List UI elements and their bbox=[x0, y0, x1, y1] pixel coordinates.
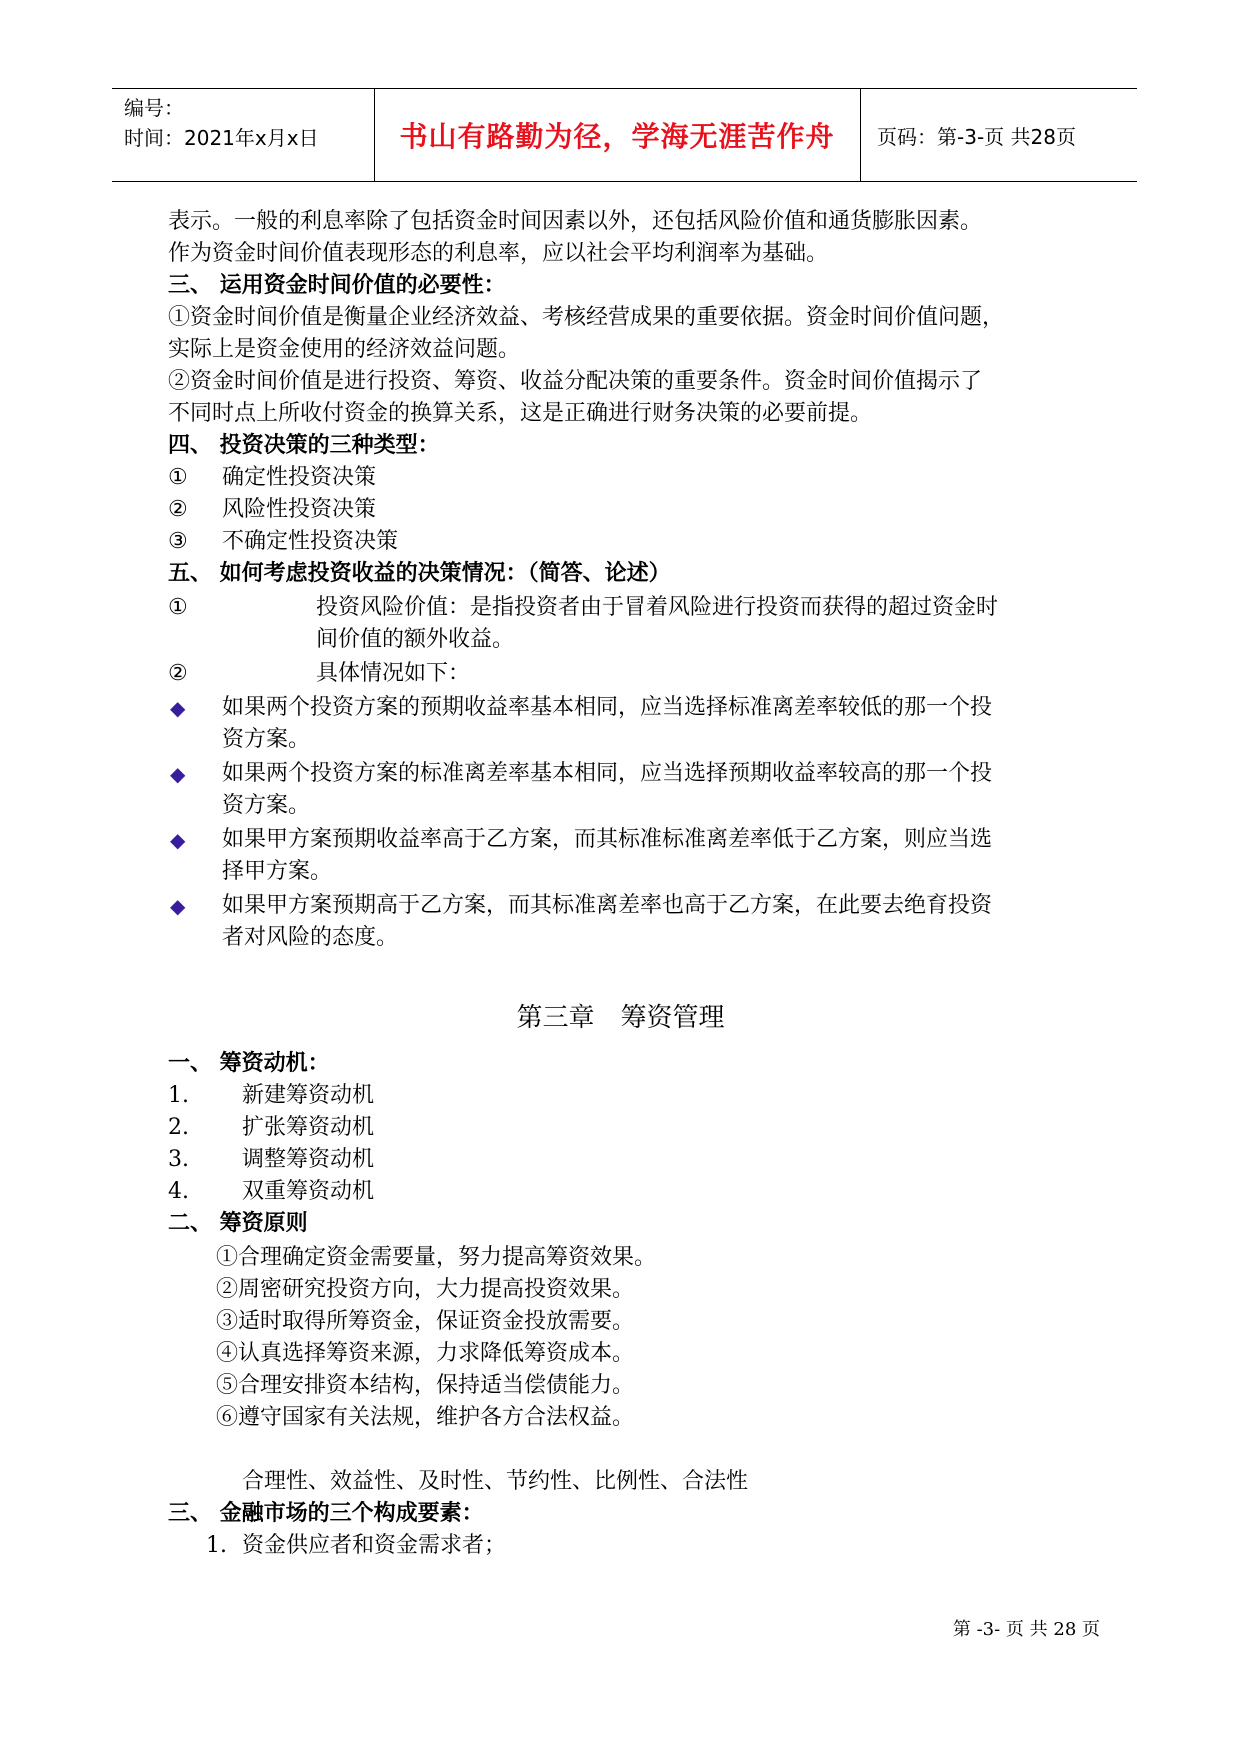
list-marker: 3. bbox=[168, 1147, 189, 1172]
list-item: 不确定性投资决策 bbox=[222, 529, 399, 554]
page-header bbox=[112, 88, 1137, 182]
bullet-item-continuation: 择甲方案。 bbox=[222, 859, 333, 884]
list-item: 双重筹资动机 bbox=[242, 1179, 375, 1204]
paragraph-line: ①资金时间价值是衡量企业经济效益、考核经营成果的重要依据。资金时间价值问题， bbox=[168, 305, 1005, 330]
principle-item: ④认真选择筹资来源，力求降低筹资成本。 bbox=[216, 1341, 635, 1366]
list-item: 扩张筹资动机 bbox=[242, 1115, 375, 1140]
list-item: 具体情况如下： bbox=[316, 661, 471, 686]
diamond-bullet-icon: ◆ bbox=[170, 762, 186, 786]
list-item: 调整筹资动机 bbox=[242, 1147, 375, 1172]
paragraph-line: 实际上是资金使用的经济效益问题。 bbox=[168, 337, 521, 362]
list-marker: 4. bbox=[168, 1179, 189, 1204]
paragraph-line: 表示。一般的利息率除了包括资金时间因素以外，还包括风险价值和通货膨胀因素。 bbox=[168, 209, 983, 234]
header-time: 时间：2021年x月x日 bbox=[124, 126, 319, 150]
list-marker: 2. bbox=[168, 1115, 189, 1140]
paragraph-line: 不同时点上所收付资金的换算关系，这是正确进行财务决策的必要前提。 bbox=[168, 401, 873, 426]
diamond-bullet-icon: ◆ bbox=[170, 828, 186, 852]
list-marker: ① bbox=[168, 465, 188, 490]
header-divider bbox=[860, 89, 861, 181]
principle-summary: 合理性、效益性、及时性、节约性、比例性、合法性 bbox=[242, 1469, 749, 1494]
bullet-item-continuation: 资方案。 bbox=[222, 727, 311, 752]
principle-item: ③适时取得所筹资金，保证资金投放需要。 bbox=[216, 1309, 635, 1334]
list-item: 确定性投资决策 bbox=[222, 465, 377, 490]
header-motto: 书山有路勤为径，学海无涯苦作舟 bbox=[399, 120, 835, 153]
header-meta bbox=[124, 93, 374, 153]
bullet-item: 如果两个投资方案的标准离差率基本相同，应当选择预期收益率较高的那一个投 bbox=[222, 761, 993, 786]
bullet-item: 如果两个投资方案的预期收益率基本相同，应当选择标准离差率较低的那一个投 bbox=[222, 695, 993, 720]
list-marker: ② bbox=[168, 661, 188, 686]
list-marker: 1. bbox=[168, 1083, 189, 1108]
section-heading: 一、 筹资动机： bbox=[168, 1051, 330, 1076]
principle-item: ⑥遵守国家有关法规，维护各方合法权益。 bbox=[216, 1405, 635, 1430]
section-heading: 三、 金融市场的三个构成要素： bbox=[168, 1501, 484, 1526]
section-heading: 五、 如何考虑投资收益的决策情况：（简答、论述） bbox=[168, 561, 671, 586]
section-heading: 二、 筹资原则 bbox=[168, 1211, 308, 1236]
section-heading: 三、 运用资金时间价值的必要性： bbox=[168, 273, 506, 298]
header-number: 编号： bbox=[124, 96, 184, 120]
chapter-title: 第三章 筹资管理 bbox=[516, 1003, 725, 1033]
principle-item: ⑤合理安排资本结构，保持适当偿债能力。 bbox=[216, 1373, 635, 1398]
list-marker: ② bbox=[168, 497, 188, 522]
section-heading: 四、 投资决策的三种类型： bbox=[168, 433, 440, 458]
bullet-item: 如果甲方案预期收益率高于乙方案，而其标准标准离差率低于乙方案，则应当选 bbox=[222, 827, 993, 852]
header-page-code: 页码：第-3-页 共28页 bbox=[877, 124, 1076, 149]
list-item-continuation: 间价值的额外收益。 bbox=[316, 627, 515, 652]
diamond-bullet-icon: ◆ bbox=[170, 696, 186, 720]
principle-item: ①合理确定资金需要量，努力提高筹资效果。 bbox=[216, 1245, 657, 1270]
list-marker: ① bbox=[168, 595, 188, 620]
principle-item: ②周密研究投资方向，大力提高投资效果。 bbox=[216, 1277, 635, 1302]
bullet-item-continuation: 资方案。 bbox=[222, 793, 311, 818]
bullet-item: 如果甲方案预期高于乙方案，而其标准离差率也高于乙方案，在此要去绝育投资 bbox=[222, 893, 993, 918]
diamond-bullet-icon: ◆ bbox=[170, 894, 186, 918]
paragraph-line: ②资金时间价值是进行投资、筹资、收益分配决策的重要条件。资金时间价值揭示了 bbox=[168, 369, 983, 394]
list-item: 投资风险价值：是指投资者由于冒着风险进行投资而获得的超过资金时 bbox=[316, 595, 999, 620]
list-item: 新建筹资动机 bbox=[242, 1083, 375, 1108]
paragraph-line: 作为资金时间价值表现形态的利息率，应以社会平均利润率为基础。 bbox=[168, 241, 829, 266]
page-footer: 第 -3- 页 共 28 页 bbox=[952, 1619, 1100, 1640]
bullet-item-continuation: 者对风险的态度。 bbox=[222, 925, 399, 950]
list-marker: ③ bbox=[168, 529, 188, 554]
list-marker: 1. bbox=[206, 1533, 227, 1558]
list-item: 风险性投资决策 bbox=[222, 497, 377, 522]
list-item: 资金供应者和资金需求者； bbox=[242, 1533, 507, 1558]
